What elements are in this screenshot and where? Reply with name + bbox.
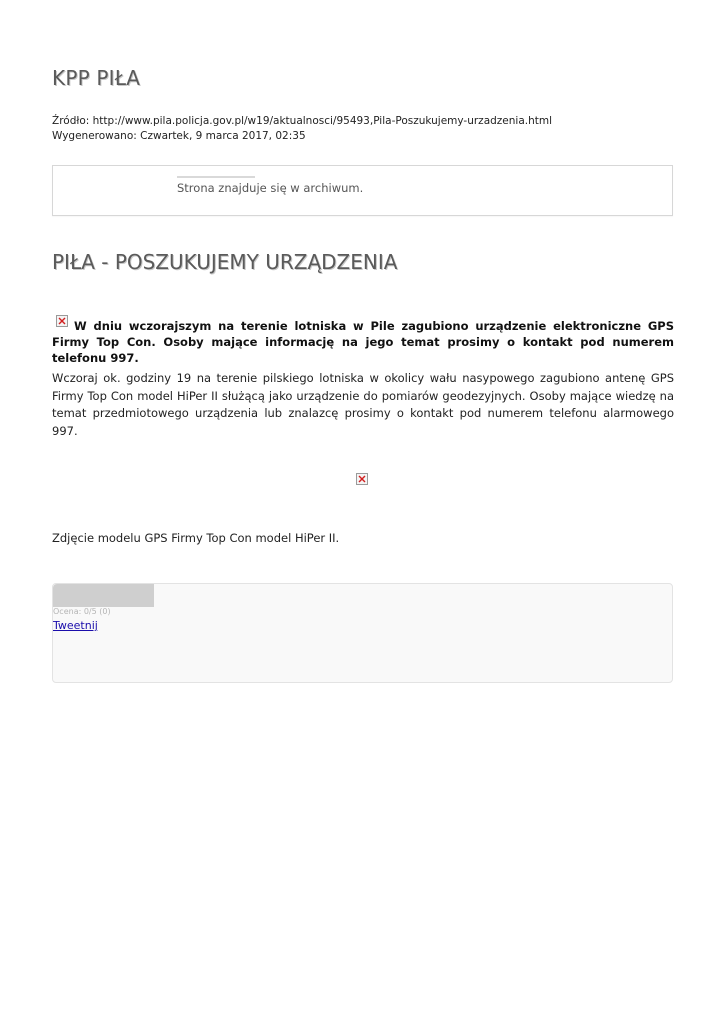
- archive-notice: Strona znajduje się w archiwum.: [177, 181, 364, 195]
- article-body: Wczoraj ok. godziny 19 na terenie pilskiego lotniska w okolicy wału nasypowego zagubiono antenę GPS Firmy Top Con model HiPer II służącą jako urządzenie do pomiarów geodezyjnych. Osoby mające wiedzę na temat przedmiotowego urządzenia lub znalazcę prosimy o kontakt pod numerem telefonu alarmowego 997.: [52, 371, 674, 438]
- article-image: [356, 470, 368, 489]
- archive-notice-box: [52, 165, 673, 216]
- generated-date: Wygenerowano: Czwartek, 9 marca 2017, 02:35: [52, 130, 306, 142]
- article-lead: [52, 318, 674, 366]
- tweet-link[interactable]: Tweetnij: [53, 619, 98, 632]
- image-caption: Zdjęcie modelu GPS Firmy Top Con model HiPer II.: [52, 531, 340, 545]
- rating-stars[interactable]: [53, 584, 154, 607]
- broken-image-icon: [56, 315, 68, 327]
- broken-image-icon: [356, 473, 368, 485]
- site-title: KPP PIŁA: [52, 66, 141, 90]
- rating-panel: [52, 583, 673, 683]
- source-url: Źródło: http://www.pila.policja.gov.pl/w19/aktualnosci/95493,Pila-Poszukujemy-urzadzenia.html: [52, 115, 553, 127]
- archive-divider: [177, 176, 255, 178]
- article-title: PIŁA - POSZUKUJEMY URZĄDZENIA: [52, 250, 398, 274]
- lead-text: W dniu wczorajszym na terenie lotniska w Pile zagubiono urządzenie elektroniczne GPS Firmy Top Con. Osoby mające informację na jego temat prosimy o kontakt pod numerem telefonu 997.: [52, 319, 674, 365]
- document-meta: [52, 114, 552, 144]
- rating-text: Ocena: 0/5 (0): [53, 607, 111, 616]
